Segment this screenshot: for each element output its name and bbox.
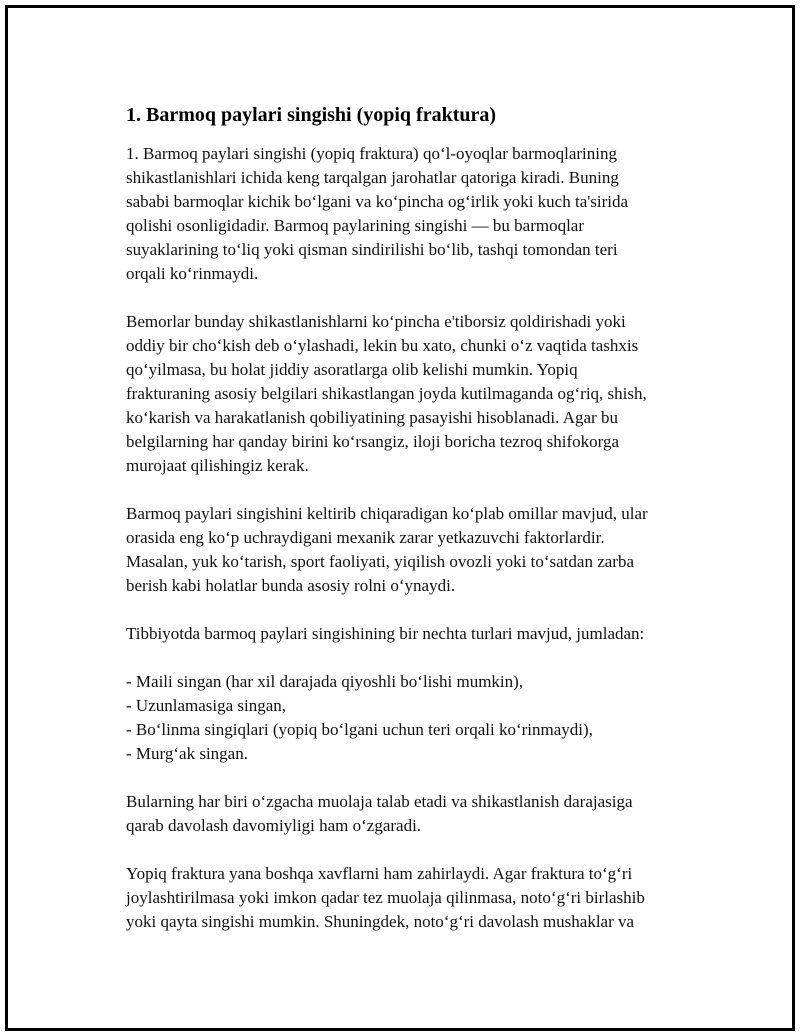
- paragraph-types-intro: Tibbiyotda barmoq paylari singishining bir nechta turlari mavjud, jumladan:: [126, 624, 645, 643]
- list-item: - Maili singan (har xil darajada qiyoshli bo‘lishi mumkin),: [126, 672, 524, 691]
- document-body: [126, 102, 706, 958]
- page-frame: [5, 5, 795, 1031]
- paragraph-risks: Yopiq fraktura yana boshqa xavflarni ham zahirlaydi. Agar fraktura to‘g‘ri joylashtirilmasa yoki imkon qadar tez muolaja qilinmasa, noto‘g‘ri birlashib yoki qayta singishi mumkin. Shuningdek, noto‘g‘ri davolash mushaklar va: [126, 864, 645, 931]
- paragraph-causes: Barmoq paylari singishini keltirib chiqaradigan ko‘plab omillar mavjud, ular orasida eng ko‘p uchraydigani mexanik zarar yetkazuvchi faktorlardir. Masalan, yuk ko‘tarish, sport faoliyati, yiqilish ovozli yoki to‘satdan zarba berish kabi holatlar bunda asosiy rolni o‘ynaydi.: [126, 504, 648, 595]
- list-item: - Murg‘ak singan.: [126, 744, 248, 763]
- paragraph-symptoms: Bemorlar bunday shikastlanishlarni ko‘pincha e'tiborsiz qoldirishadi yoki oddiy bir cho‘kish deb o‘ylashadi, lekin bu xato, chunki o‘z vaqtida tashxis qo‘yilmasa, bu holat jiddiy asoratlarga olib kelishi mumkin. Yopiq frakturaning asosiy belgilari shikastlangan joyda kutilmaganda og‘riq, shish, ko‘karish va harakatlanish qobiliyatining pasayishi hisoblanadi. Agar bu belgilarning har qanday birini ko‘rsangiz, iloji boricha tezroq shifokorga murojaat qilishingiz kerak.: [126, 312, 647, 475]
- fracture-types-list: [126, 670, 706, 766]
- document-title: 1. Barmoq paylari singishi (yopiq fraktura): [126, 104, 497, 126]
- list-item: - Bo‘linma singiqlari (yopiq bo‘lgani uchun teri orqali ko‘rinmaydi),: [126, 720, 593, 739]
- paragraph-treatment: Bularning har biri o‘zgacha muolaja talab etadi va shikastlanish darajasiga qarab davolash davomiyligi ham o‘zgaradi.: [126, 792, 633, 835]
- list-item: - Uzunlamasiga singan,: [126, 696, 287, 715]
- paragraph-intro: 1. Barmoq paylari singishi (yopiq fraktura) qo‘l-oyoqlar barmoqlarining shikastlanishlari ichida keng tarqalgan jarohatlar qatoriga kiradi. Buning sababi barmoqlar kichik bo‘lgani va ko‘pincha og‘irlik yoki kuch ta'sirida qolishi osonligidadir. Barmoq paylarining singishi — bu barmoqlar suyaklarining to‘liq yoki qisman sindirilishi bo‘lib, tashqi tomondan teri orqali ko‘rinmaydi.: [126, 144, 629, 283]
